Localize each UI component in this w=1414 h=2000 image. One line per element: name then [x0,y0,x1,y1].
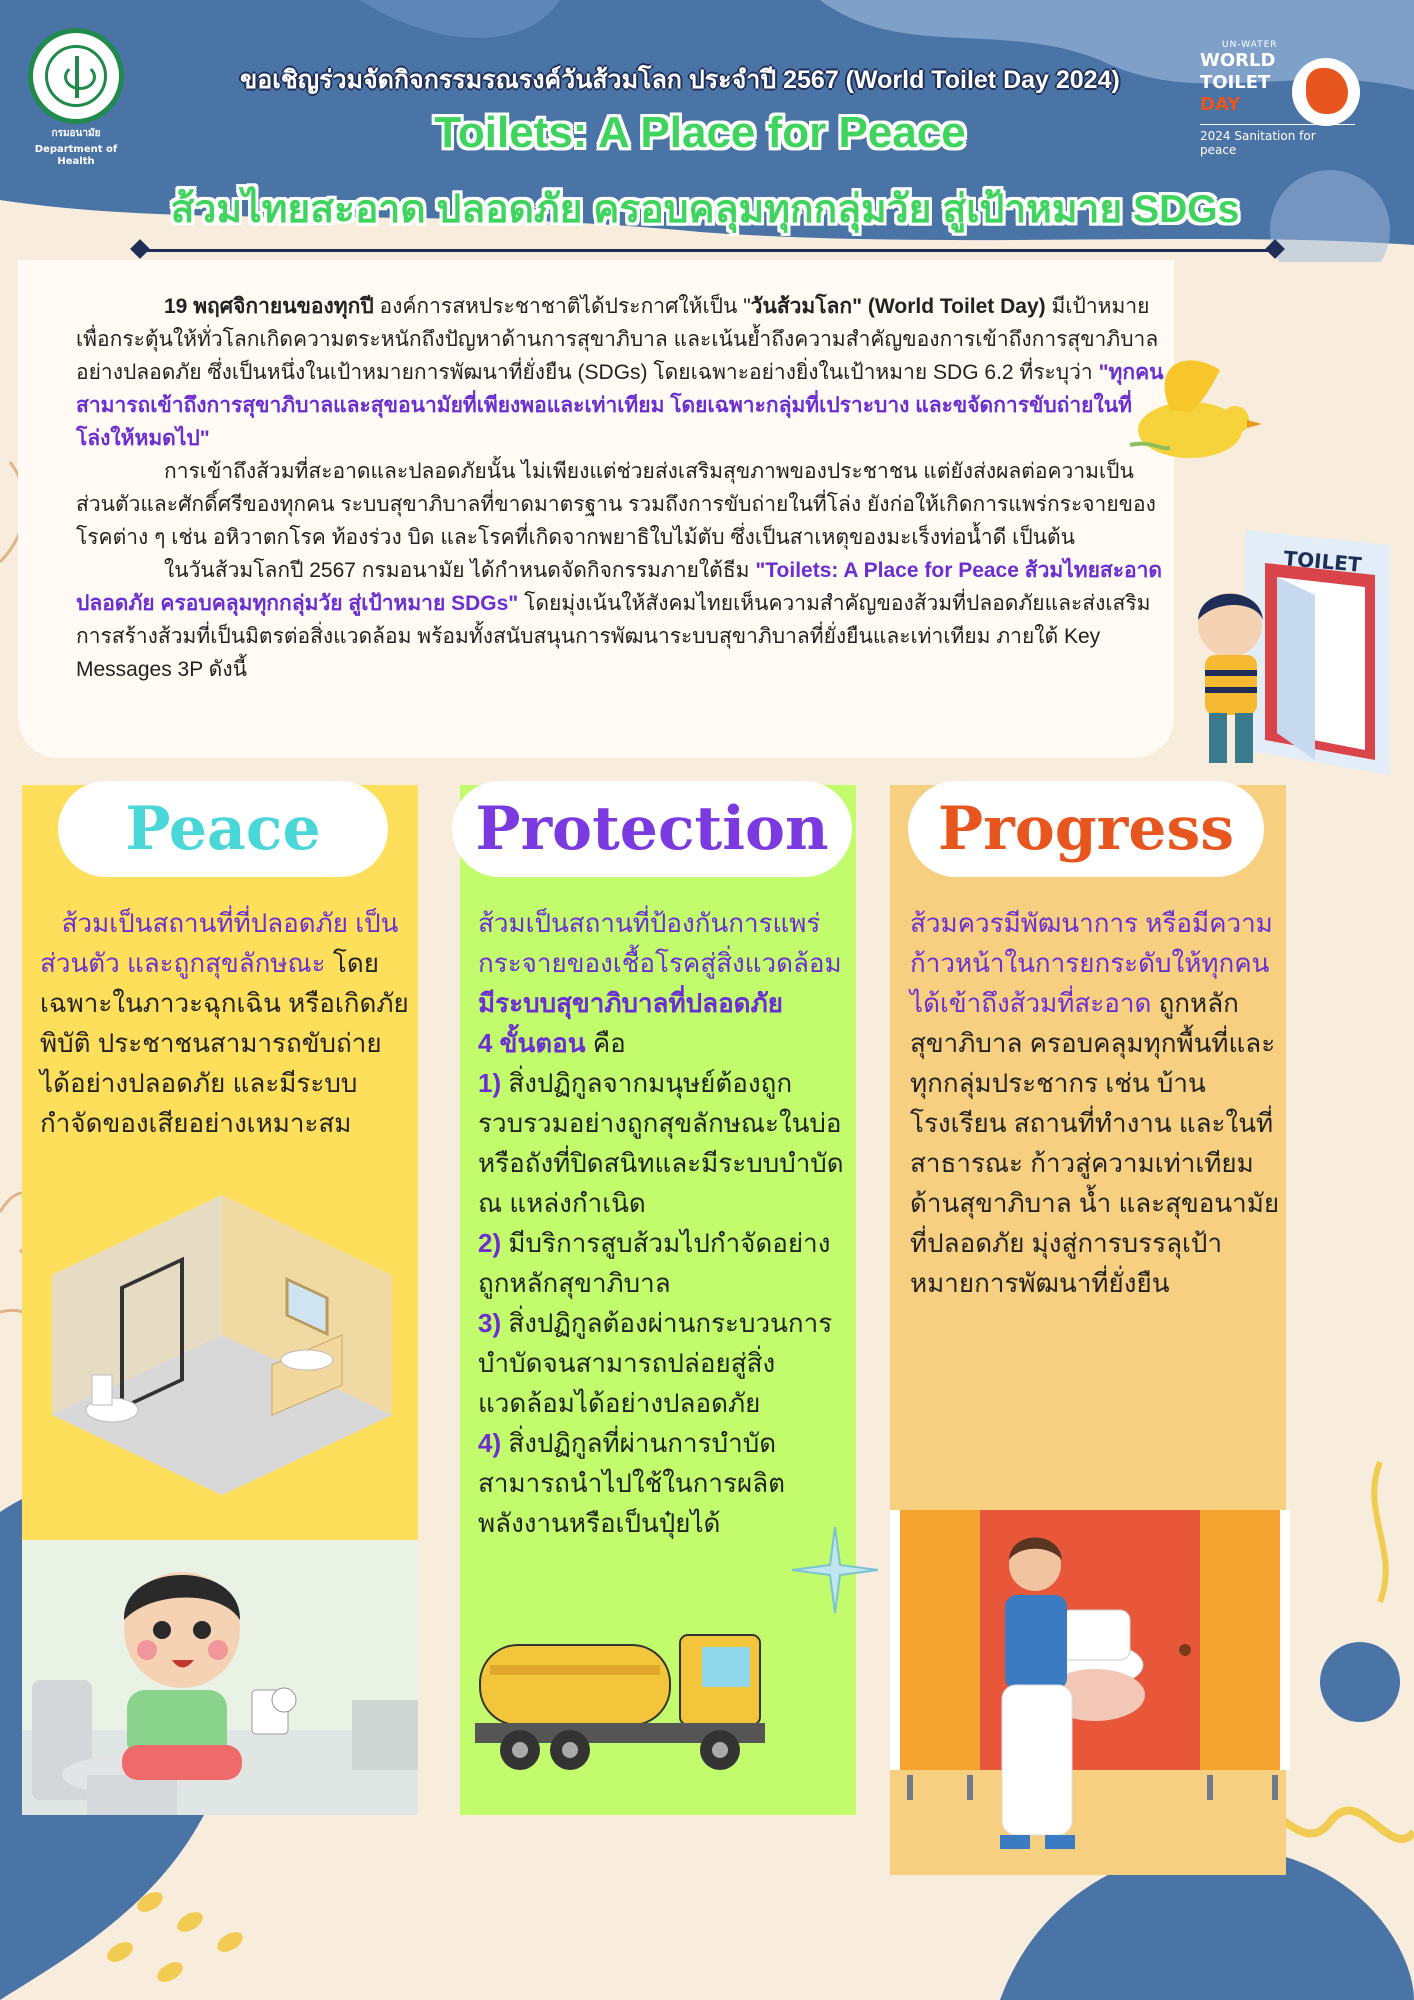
progress-title: Progress [908,781,1264,877]
intro-card [18,260,1174,758]
child-on-toilet-illustration [22,1540,418,1815]
header-banner [0,0,1414,262]
header-divider [140,249,1275,252]
globe-icon [1292,58,1360,126]
moph-logo [22,28,130,168]
protection-text [478,903,850,1543]
step-number: 3) [478,1308,502,1338]
intro-paragraph-1 [76,290,1166,455]
protection-lead-bold: มีระบบสุขาภิบาลที่ปลอดภัย [478,988,783,1018]
intro-sdg-quote: "ทุกคนสามารถเข้าถึงการสุขาภิบาลและสุขอนามัยที่เพียงพอและเท่าเทียม โดยเฉพาะกลุ่มที่เปราะบาง และขจัดการขับถ่ายในที่โล่งให้หมดไป" [76,361,1164,450]
intro-theme-quote: "Toilets: A Place for Peace ส้วมไทยสะอาด ปลอดภัย ครอบคลุมทุกกลุ่มวัย สู่เป้าหมาย SDGs" [76,559,1163,615]
step-text: มีบริการสูบส้วมไปกำจัดอย่างถูกหลักสุขาภิบาล [478,1228,831,1298]
wtd-title-1: WORLD [1200,50,1276,71]
step-text: สิ่งปฏิกูลต้องผ่านกระบวนการบำบัดจนสามารถปล่อยสู่สิ่งแวดล้อมได้อย่างปลอดภัย [478,1308,833,1418]
peace-body: โดยเฉพาะในภาวะฉุกเฉิน หรือเกิดภัยพิบัติ ประชาชนสามารถขับถ่ายได้อย่างปลอดภัย และมีระบบกำจัดของเสียอย่างเหมาะสม [40,948,409,1138]
peace-text [40,903,410,1143]
protection-steps-count: 4 ขั้นตอน [478,1028,586,1058]
intro-date: 19 พฤศจิกายนของทุกปี [164,295,374,318]
protection-title: Protection [452,781,852,877]
intro-wtd-name: วันส้วมโลก" (World Toilet Day) [750,295,1046,318]
toilet-stall-woman-illustration [880,1490,1304,1875]
toilet-sign: TOILET [1282,546,1363,577]
step-text: สิ่งปฏิกูลที่ผ่านการบำบัดสามารถนำไปใช้ในการผลิตพลังงานหรือเป็นปุ๋ยได้ [478,1428,786,1538]
progress-lead: ส้วมควรมีพัฒนาการ หรือมีความก้าวหน้าในการยกระดับให้ทุกคนได้เข้าถึงส้วมที่สะอาด [910,908,1273,1018]
intro-paragraph-2: การเข้าถึงส้วมที่สะอาดและปลอดภัยนั้น ไม่เพียงแต่ช่วยส่งเสริมสุขภาพของประชาชน แต่ยังส่งผลต่อความเป็นส่วนตัวและศักดิ์ศรีของทุกคน ระบบสุขาภิบาลที่ขาดมาตรฐาน รวมถึงการขับถ่ายในที่โล่ง ยังก่อให้เกิดการแพร่กระจายของโรคต่าง ๆ เช่น อหิวาตกโรค ท้องร่วง บิด และโรคที่เกิดจากพยาธิใบไม้ตับ ซึ่งเป็นสาเหตุของมะเร็งท่อน้ำดี เป็นต้น [76,460,1156,549]
dove-icon [1110,350,1270,490]
protection-column [460,785,856,1815]
sparkle-icon [790,1525,880,1615]
header-invitation: ขอเชิญร่วมจัดกิจกรรมรณรงค์วันส้วมโลก ประจำปี 2567 (World Toilet Day 2024) [240,66,1120,94]
step-text: สิ่งปฏิกูลจากมนุษย์ต้องถูกรวบรวมอย่างถูกสุขลักษณะในบ่อหรือถังที่ปิดสนิทและมีระบบบำบัด ณ แหล่งกำเนิด [478,1068,844,1218]
header-theme-th: ส้วมไทยสะอาด ปลอดภัย ครอบคลุมทุกกลุ่มวัย สู่เป้าหมาย SDGs [170,188,1240,231]
intro-p3-a: ในวันส้วมโลกปี 2567 กรมอนามัย ได้กำหนดจัดกิจกรรมภายใต้ธีม [164,559,756,582]
header-theme-en: Toilets: A Place for Peace [434,108,966,157]
wtd-tagline: 2024 Sanitation for peace [1200,124,1355,157]
progress-body: ถูกหลักสุขาภิบาล ครอบคลุมทุกพื้นที่และทุกกลุ่มประชากร เช่น บ้าน โรงเรียน สถานที่ทำงาน และในที่สาธารณะ ก้าวสู่ความเท่าเทียมด้านสุขาภิบาล น้ำ และสุขอนามัย ที่ปลอดภัย มุ่งสู่การบรรลุเป้าหมายการพัฒนาที่ยั่งยืน [910,988,1280,1298]
peace-column [22,785,418,1815]
protection-lead-text: ส้วมเป็นสถานที่ป้องกันการแพร่กระจายของเชื้อโรคสู่สิ่งแวดล้อม [478,908,842,978]
progress-column [890,785,1286,1875]
septic-truck-illustration [470,1615,780,1785]
protection-steps-intro [478,1023,850,1063]
world-toilet-day-logo [1200,40,1380,157]
moph-caption-th: กรมอนามัย [51,128,101,139]
wtd-title-3: DAY [1200,94,1241,115]
protection-steps-tail: คือ [585,1028,626,1058]
progress-text [910,903,1280,1303]
moph-caption-en: Department of Health [34,144,118,167]
protection-step-3 [478,1303,850,1423]
step-number: 4) [478,1428,502,1458]
intro-p3-b: โดยมุ่งเน้นให้สังคมไทยเห็นความสำคัญของส้วมที่ปลอดภัยและส่งเสริมการสร้างส้วมที่เป็นมิตรต่อสิ่งแวดล้อม พร้อมทั้งสนับสนุนการพัฒนาระบบสุขาภิบาลที่ยั่งยืนและเท่าเทียม ภายใต้ Key Messages 3P ดังนี้ [76,592,1151,681]
protection-lead [478,903,850,983]
protection-step-1 [478,1063,850,1223]
intro-p1-b: มีเป้าหมายเพื่อกระตุ้นให้ทั่วโลกเกิดความตระหนักถึงปัญหาด้านการสุขาภิบาล และเน้นย้ำถึงความสำคัญของการเข้าถึงการสุขาภิบาลอย่างปลอดภัย ซึ่งเป็นหนึ่งในเป้าหมายการพัฒนาที่ยั่งยืน (SDGs) โดยเฉพาะอย่างยิ่งในเป้าหมาย SDG 6.2 ที่ระบุว่า [76,295,1159,384]
step-number: 2) [478,1228,502,1258]
intro-p1-a: องค์การสหประชาชาติได้ประกาศให้เป็น " [373,295,751,318]
step-number: 1) [478,1068,502,1098]
protection-step-2 [478,1223,850,1303]
intro-text [76,290,1166,686]
moph-seal-icon [28,28,124,124]
peace-lead: ส้วมเป็นสถานที่ที่ปลอดภัย เป็นส่วนตัว และถูกสุขลักษณะ [40,908,399,978]
wtd-un-label: UN-WATER [1222,40,1278,50]
intro-paragraph-3 [76,554,1166,686]
peace-title: Peace [58,781,388,877]
wtd-title-2: TOILET [1200,72,1271,93]
boy-toilet-door-illustration [1185,525,1395,775]
bathroom-illustration [42,1185,402,1505]
